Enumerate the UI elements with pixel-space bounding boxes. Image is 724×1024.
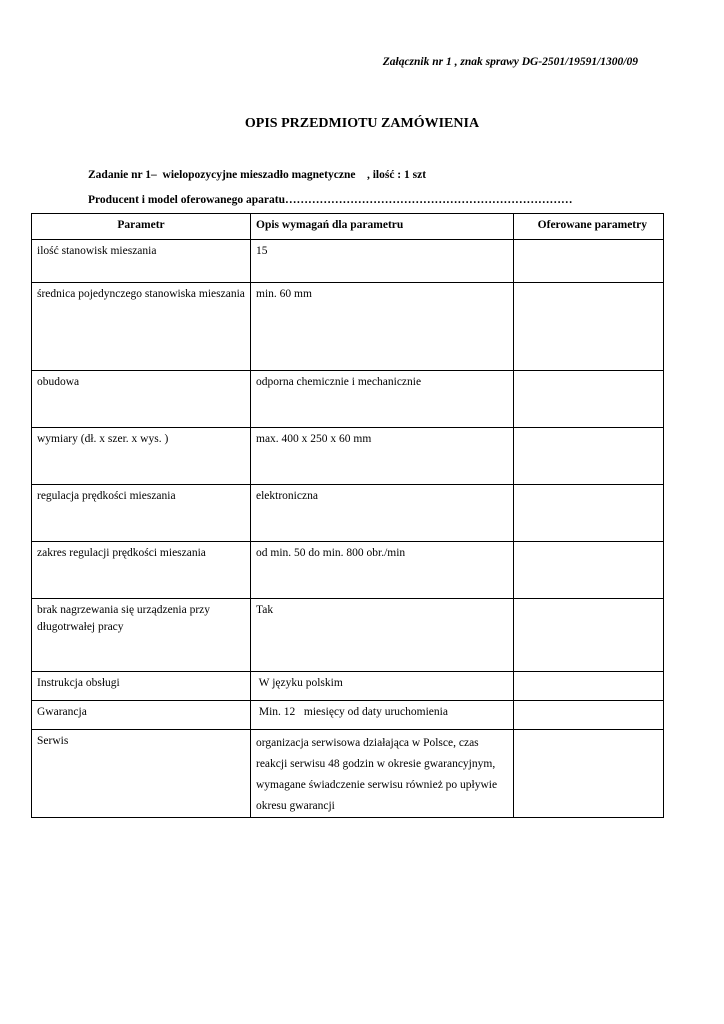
param-cell: zakres regulacji prędkości mieszania [32, 542, 251, 599]
requirement-cell: 15 [251, 240, 514, 283]
offered-cell[interactable] [514, 542, 664, 599]
requirement-cell: odporna chemicznie i mechanicznie [251, 371, 514, 428]
param-cell: średnica pojedynczego stanowiska mieszania [32, 283, 251, 371]
offered-cell[interactable] [514, 672, 664, 701]
offered-cell[interactable] [514, 701, 664, 730]
header-offered: Oferowane parametry [514, 214, 664, 240]
header-parameter: Parametr [32, 214, 251, 240]
table-row [32, 599, 664, 672]
requirement-cell: organizacja serwisowa działająca w Polsce, czas reakcji serwisu 48 godzin w okresie gwarancyjnym, wymagane świadczenie serwisu również po upływie okresu gwarancji [251, 730, 514, 818]
table-row [32, 283, 664, 371]
param-cell: regulacja prędkości mieszania [32, 485, 251, 542]
offered-cell[interactable] [514, 599, 664, 672]
requirement-cell: elektroniczna [251, 485, 514, 542]
requirement-cell: min. 60 mm [251, 283, 514, 371]
table-row [32, 730, 664, 818]
param-cell: brak nagrzewania się urządzenia przy długotrwałej pracy [32, 599, 251, 672]
param-cell: Serwis [32, 730, 251, 818]
param-cell: obudowa [32, 371, 251, 428]
table-row [32, 672, 664, 701]
offered-cell[interactable] [514, 730, 664, 818]
offered-cell[interactable] [514, 283, 664, 371]
table-row [32, 371, 664, 428]
offered-cell[interactable] [514, 428, 664, 485]
offered-cell[interactable] [514, 485, 664, 542]
param-cell: Gwarancja [32, 701, 251, 730]
requirement-cell: od min. 50 do min. 800 obr./min [251, 542, 514, 599]
table-row [32, 240, 664, 283]
requirement-cell: max. 400 x 250 x 60 mm [251, 428, 514, 485]
table-row [32, 542, 664, 599]
task-description: Zadanie nr 1– wielopozycyjne mieszadło magnetyczne , ilość : 1 szt [88, 169, 427, 181]
requirement-cell: Tak [251, 599, 514, 672]
table-row [32, 701, 664, 730]
specification-table [31, 213, 664, 818]
table-row [32, 485, 664, 542]
table-row [32, 428, 664, 485]
requirement-cell: W języku polskim [251, 672, 514, 701]
offered-cell[interactable] [514, 240, 664, 283]
param-cell: ilość stanowisk mieszania [32, 240, 251, 283]
producer-model-line: Producent i model oferowanego aparatu………………………………………………………………… [88, 194, 573, 206]
document-title: OPIS PRZEDMIOTU ZAMÓWIENIA [244, 116, 480, 131]
param-cell: wymiary (dł. x szer. x wys. ) [32, 428, 251, 485]
requirement-cell: Min. 12 miesięcy od daty uruchomienia [251, 701, 514, 730]
param-cell: Instrukcja obsługi [32, 672, 251, 701]
annex-reference: Załącznik nr 1 , znak sprawy DG-2501/19591/1300/09 [382, 56, 638, 68]
header-requirement: Opis wymagań dla parametru [251, 214, 514, 240]
table-header-row [32, 214, 664, 240]
offered-cell[interactable] [514, 371, 664, 428]
